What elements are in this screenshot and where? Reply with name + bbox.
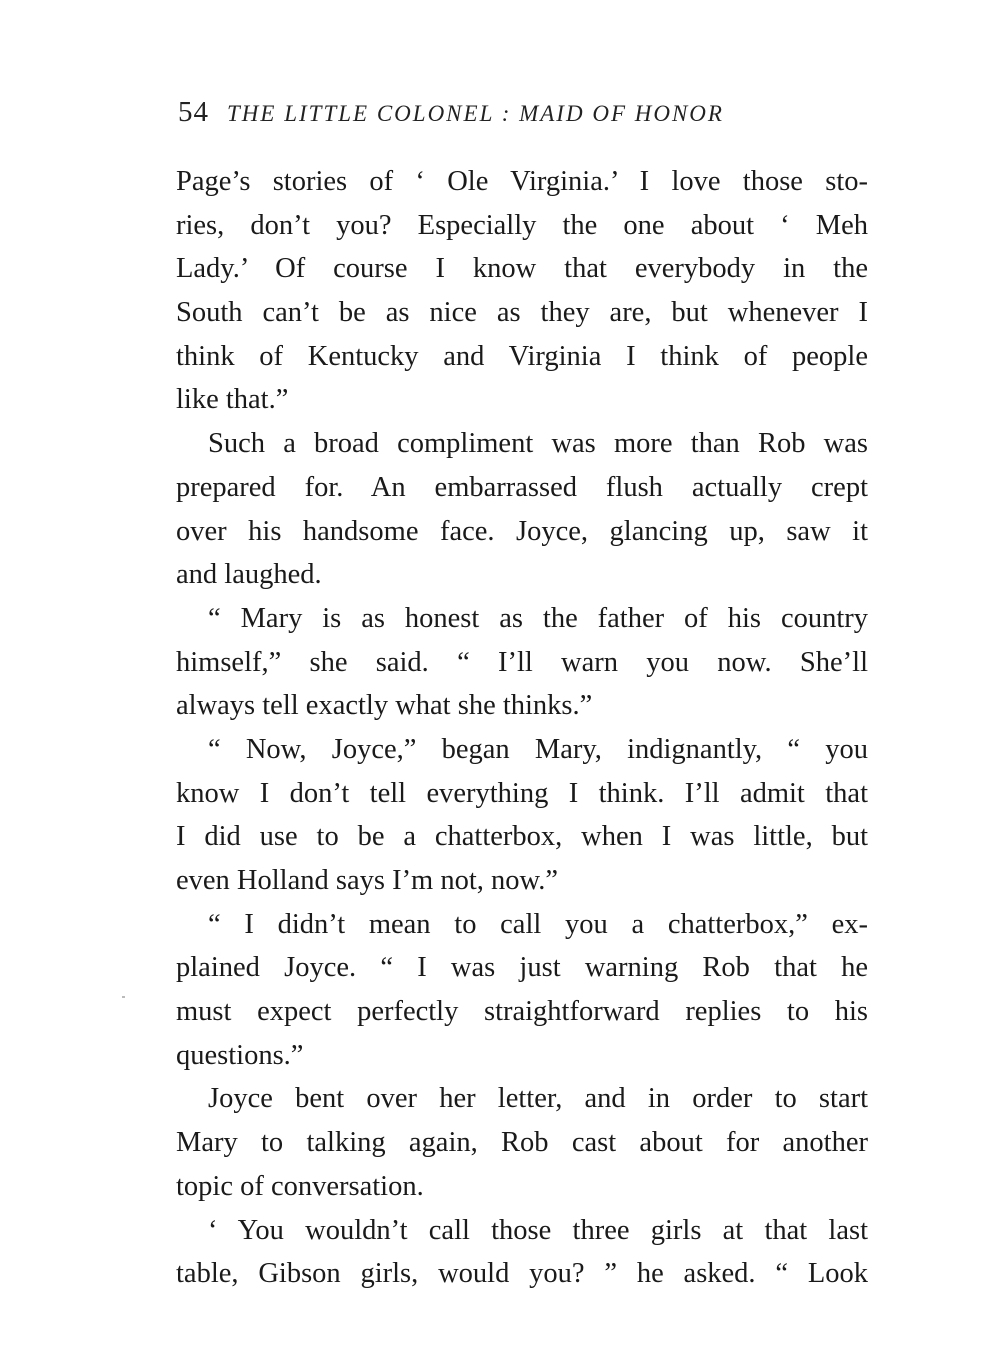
text-line: Page’s stories of ‘ Ole Virginia.’ I love those sto- (176, 166, 868, 197)
text-line: “ Mary is as honest as the father of his country (208, 602, 868, 634)
body-text (176, 160, 868, 1296)
text-line: topic of conversation. (176, 1170, 424, 1202)
text-line: always tell exactly what she thinks.” (176, 690, 593, 722)
text-line: I did use to be a chatterbox, when I was little, but (176, 821, 868, 853)
text-line: Lady.’ Of course I know that everybody in the (176, 253, 868, 285)
text-line: South can’t be as nice as they are, but whenever I (176, 297, 868, 329)
running-title: THE LITTLE COLONEL : MAID OF HONOR (227, 101, 724, 126)
running-header (178, 96, 878, 136)
text-line: over his handsome face. Joyce, glancing up, saw it (176, 515, 868, 547)
text-line: Joyce bent over her letter, and in order to start (208, 1083, 868, 1115)
page-number: 54 (178, 96, 209, 128)
text-line: plained Joyce. “ I was just warning Rob that he (176, 952, 868, 984)
text-line: “ I didn’t mean to call you a chatterbox,” ex- (208, 908, 868, 940)
text-line: table, Gibson girls, would you? ” he asked. “ Look (176, 1258, 868, 1290)
text-line: ‘ You wouldn’t call those three girls at that last (208, 1214, 868, 1246)
text-line: himself,” she said. “ I’ll warn you now. She’ll (176, 646, 868, 678)
text-line: even Holland says I’m not, now.” (176, 865, 559, 896)
text-line: prepared for. An embarrassed flush actually crept (176, 471, 868, 503)
text-line: like that.” (176, 384, 289, 416)
margin-speck (122, 996, 125, 998)
text-line: must expect perfectly straightforward replies to his (176, 996, 868, 1028)
text-line: ries, don’t you? Especially the one about ‘ Meh (176, 209, 868, 241)
text-line: Such a broad compliment was more than Rob was (208, 428, 868, 460)
text-line: know I don’t tell everything I think. I’ll admit that (176, 777, 868, 809)
text-line: and laughed. (176, 559, 322, 591)
text-line: think of Kentucky and Virginia I think of people (176, 340, 868, 372)
text-line: questions.” (176, 1039, 304, 1071)
text-line: Mary to talking again, Rob cast about for another (176, 1127, 868, 1159)
text-line: “ Now, Joyce,” began Mary, indignantly, “ you (208, 733, 868, 765)
